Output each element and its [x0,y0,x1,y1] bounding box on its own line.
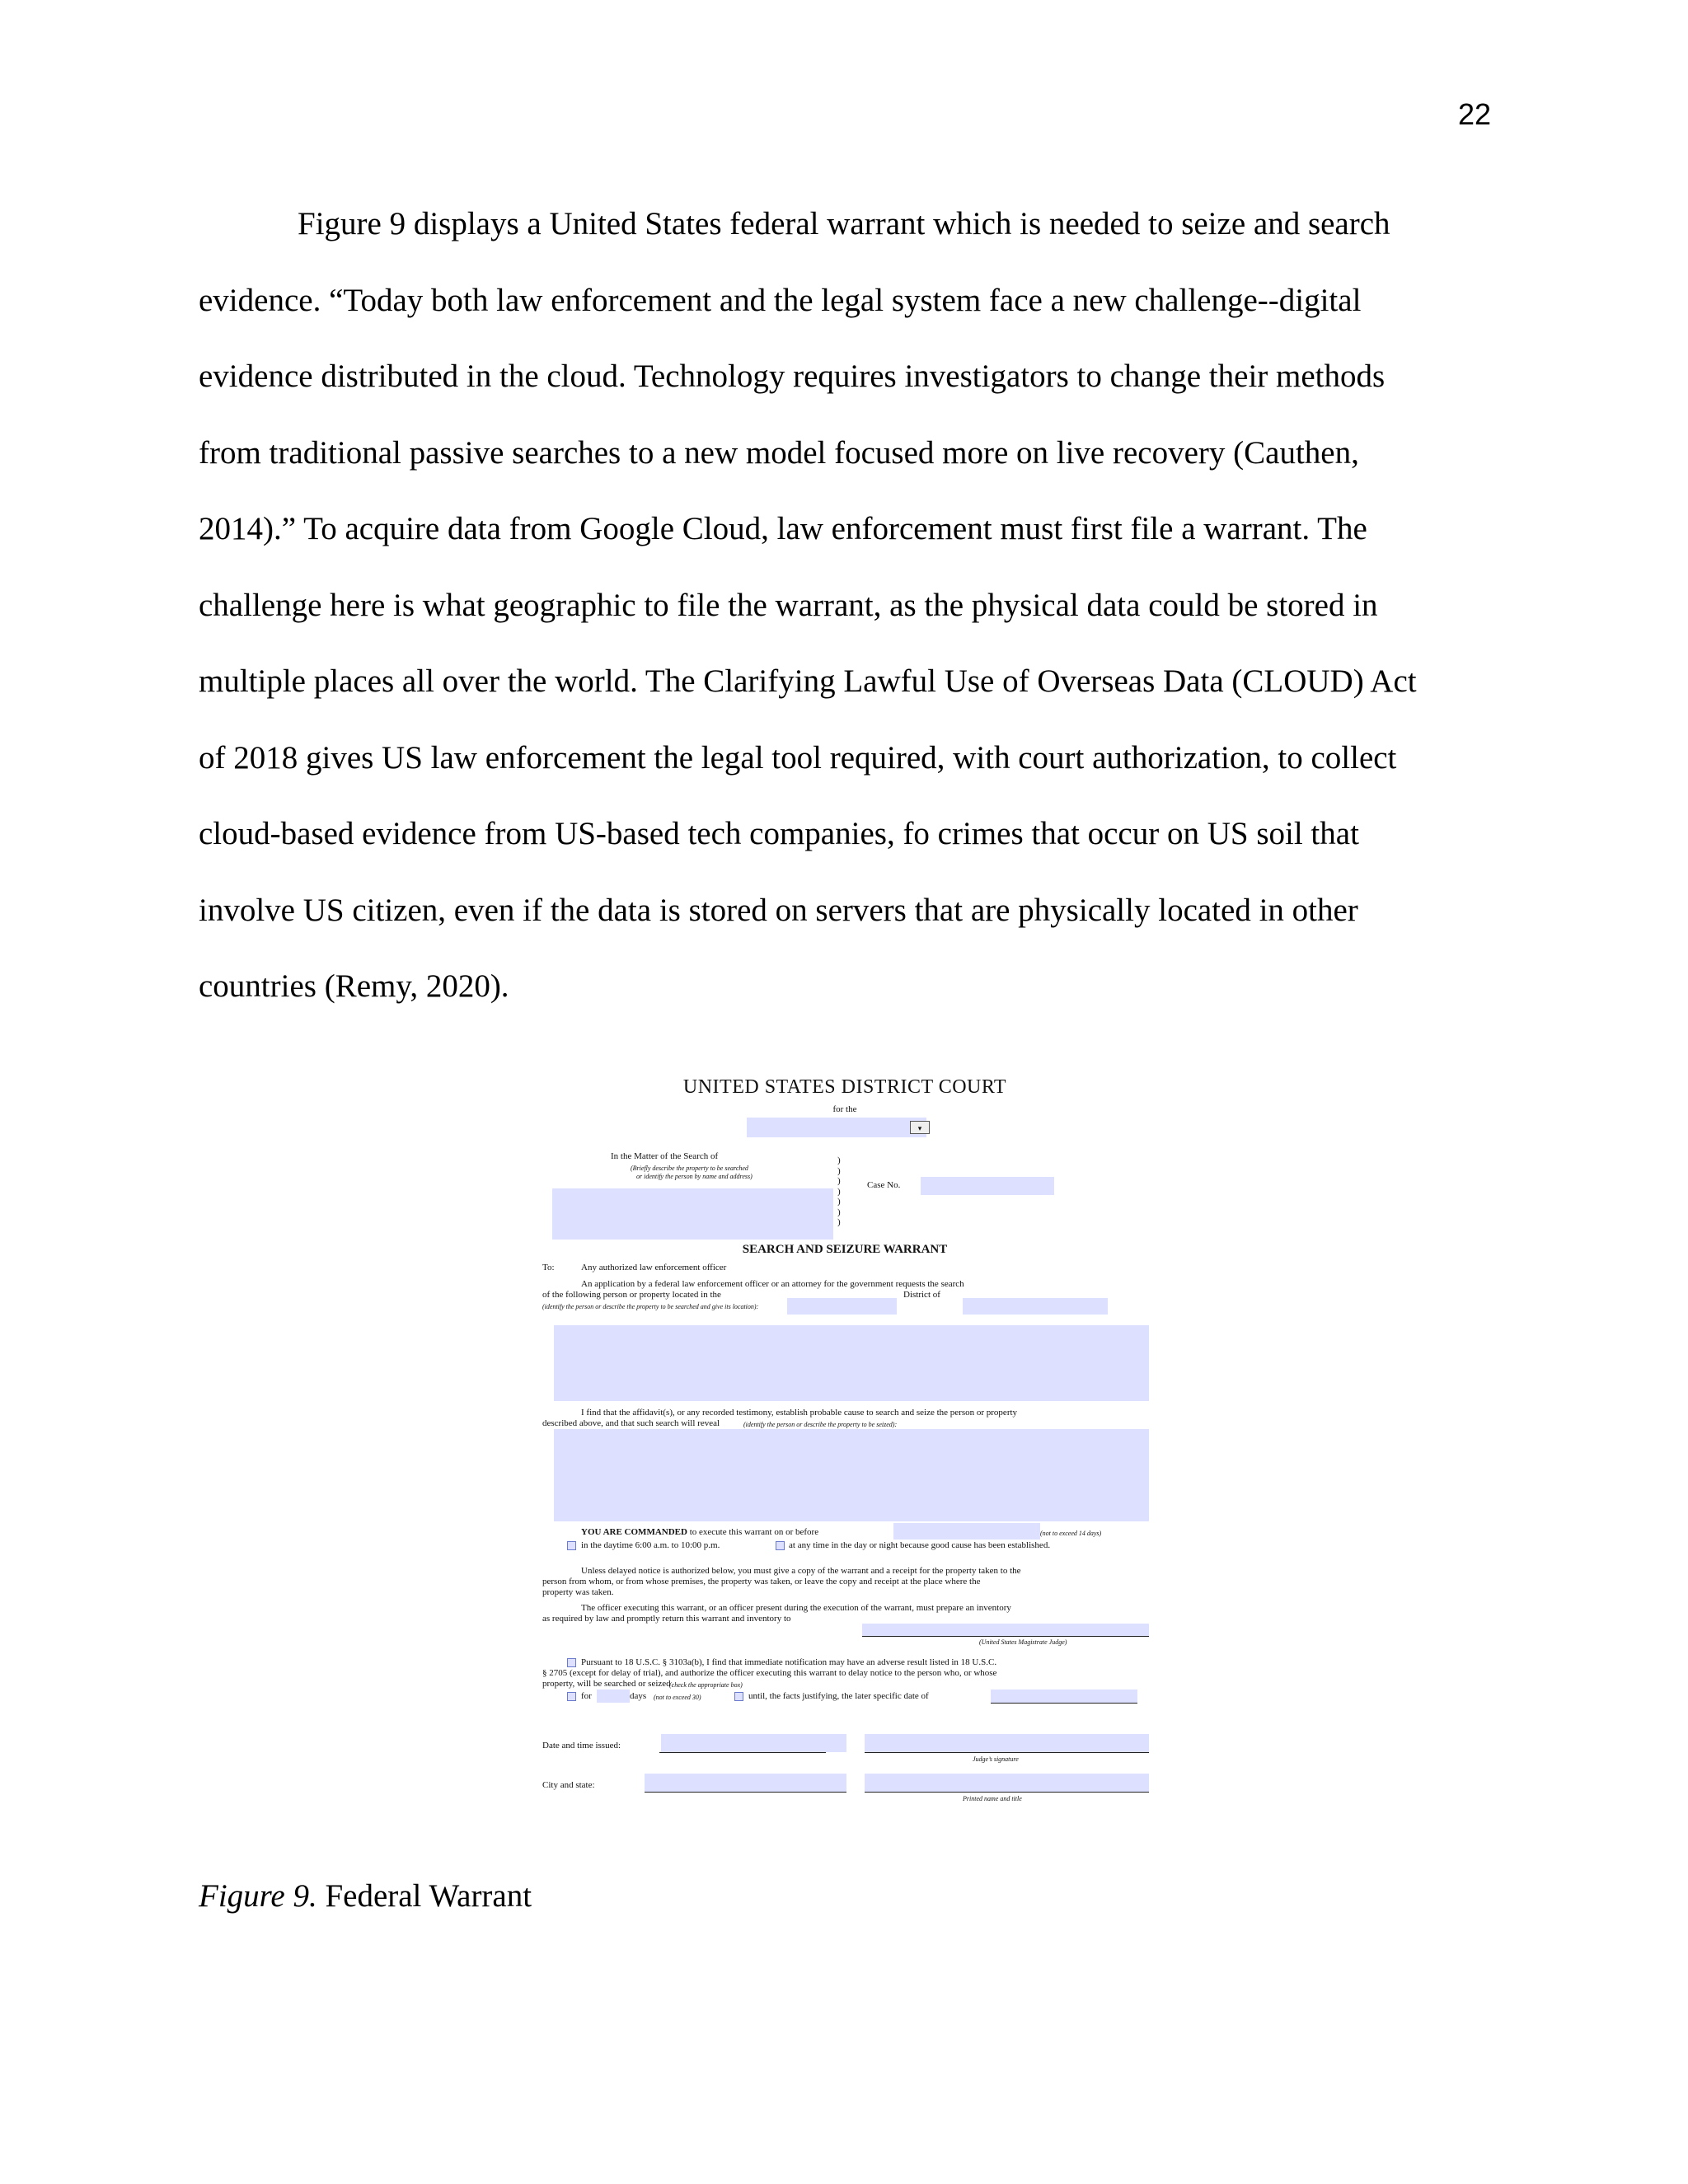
paragraph-line: cloud-based evidence from US-based tech companies, fo crimes that occur on US soil that [199,816,1359,851]
for-days-checkbox [567,1692,576,1701]
city-state-line [645,1792,846,1793]
to-label: To: [542,1263,555,1272]
date-time-field [661,1734,846,1752]
delayed-text: person from whom, or from whose premises, the property was taken, or leave the copy and receipt at the place where the [542,1577,981,1586]
matter-field [552,1188,833,1240]
figure-caption [199,1877,532,1915]
pursuant-text: Pursuant to 18 U.S.C. § 3103a(b), I find that immediate notification may have an adverse result listed in 18 U.S.C. [581,1657,997,1667]
property-location-field [554,1325,1149,1401]
paragraph-line: 2014).” To acquire data from Google Cloud, law enforcement must first file a warrant. The [199,511,1367,546]
matter-hint: (Briefly describe the property to be searched [631,1165,748,1172]
affidavit-text: I find that the affidavit(s), or any recorded testimony, establish probable cause to search and seize the person or property [581,1408,1018,1418]
figure-caption-text: Federal Warrant [316,1878,532,1914]
daytime-text: in the daytime 6:00 a.m. to 10:00 p.m. [581,1540,720,1550]
printed-name-caption: Printed name and title [963,1795,1022,1802]
paragraph-line: evidence. “Today both law enforcement and the legal system face a new challenge--digital [199,282,1362,318]
matter-label: In the Matter of the Search of [611,1151,719,1161]
paragraph-line: of 2018 gives US law enforcement the legal tool required, with court authorization, to collect [199,739,1397,776]
city-state-label: City and state: [542,1780,595,1790]
case-no-field [921,1177,1054,1195]
paragraph-line: countries (Remy, 2020). [199,968,509,1004]
printed-name-line [865,1792,1149,1793]
for-the-label: for the [832,1104,857,1114]
until-text: until, the facts justifying, the later specific date of [748,1691,929,1701]
judge-signature-caption: Judge’s signature [973,1755,1019,1763]
execute-by-field [893,1523,1040,1540]
judge-signature-line [865,1752,1149,1753]
identify-hint: (identify the person or describe the property to be searched and give its location): [542,1303,759,1310]
paragraph-line: from traditional passive searches to a new model focused more on live recovery (Cauthen, [199,434,1359,471]
pursuant-text: § 2705 (except for delay of trial), and authorize the officer executing this warrant to delay notice to the person who, or whose [542,1668,997,1678]
pursuant-checkbox [567,1658,576,1667]
district-of-label: District of [903,1290,940,1300]
commanded-text: to execute this warrant on or before [689,1527,819,1537]
district-inline-field [787,1298,897,1315]
district-select-field [747,1118,926,1137]
warrant-heading: SEARCH AND SEIZURE WARRANT [742,1243,948,1256]
inventory-text: The officer executing this warrant, or an officer present during the execution of the warrant, must prepare an inventory [581,1603,1011,1613]
delayed-text: property was taken. [542,1587,614,1597]
commanded-bold: YOU ARE COMMANDED [581,1527,687,1537]
paragraph-line: challenge here is what geographic to file the warrant, as the physical data could be stored in [199,587,1378,623]
not-exceed-30-hint: (not to exceed 30) [654,1694,701,1701]
days-count-field [597,1690,630,1703]
pursuant-text: property, will be searched or seized [542,1679,671,1689]
delayed-text: Unless delayed notice is authorized below, you must give a copy of the warrant and a receipt for the property taken to the [581,1566,1021,1576]
not-exceed-14-hint: (not to exceed 14 days) [1040,1530,1102,1537]
magistrate-line [862,1636,1149,1637]
date-time-label: Date and time issued: [542,1741,621,1750]
magistrate-field [862,1624,1149,1637]
until-date-line [991,1703,1137,1704]
court-title: UNITED STATES DISTRICT COURT [682,1076,1007,1098]
bracket-column: ) ) ) ) ) ) ) [837,1155,841,1227]
magistrate-caption: (United States Magistrate Judge) [979,1638,1067,1646]
date-time-line [659,1752,826,1753]
paragraph-line: involve US citizen, even if the data is stored on servers that are physically located in other [199,892,1358,928]
matter-hint: or identify the person by name and address) [636,1173,753,1180]
district-of-field [963,1298,1108,1315]
warrant-form-figure [528,1063,1162,1809]
case-no-label: Case No. [867,1180,901,1190]
affidavit-text: described above, and that such search will reveal [542,1418,720,1428]
judge-signature-field [865,1734,1149,1752]
body-paragraph [199,186,1501,1025]
application-text: of the following person or property located in the [542,1290,721,1300]
days-label: days [630,1691,647,1701]
application-text: An application by a federal law enforcement officer or an attorney for the government requests the search [581,1279,964,1289]
to-text: Any authorized law enforcement officer [581,1263,727,1272]
check-box-hint: (check the appropriate box) [669,1681,743,1689]
chevron-down-icon: ▾ [910,1121,930,1134]
until-checkbox [734,1692,743,1701]
paragraph-line: evidence distributed in the cloud. Technology requires investigators to change their methods [199,359,1386,394]
page-number: 22 [1457,97,1491,131]
until-date-field [991,1690,1137,1703]
for-label: for [581,1691,592,1701]
property-seized-field [554,1429,1149,1521]
paragraph-line: Figure 9 displays a United States federal warrant which is needed to seize and search [298,206,1390,241]
daytime-checkbox [567,1541,576,1550]
anytime-checkbox [776,1541,785,1550]
figure-label: Figure 9. [199,1878,317,1914]
paragraph-line: multiple places all over the world. The Clarifying Lawful Use of Overseas Data (CLOUD) Act [199,663,1417,699]
printed-name-field [865,1774,1149,1792]
city-state-field [645,1774,846,1792]
anytime-text: at any time in the day or night because good cause has been established. [789,1540,1051,1550]
inventory-text: as required by law and promptly return this warrant and inventory to [542,1614,791,1624]
affidavit-hint: (identify the person or describe the property to be seized): [743,1421,898,1428]
